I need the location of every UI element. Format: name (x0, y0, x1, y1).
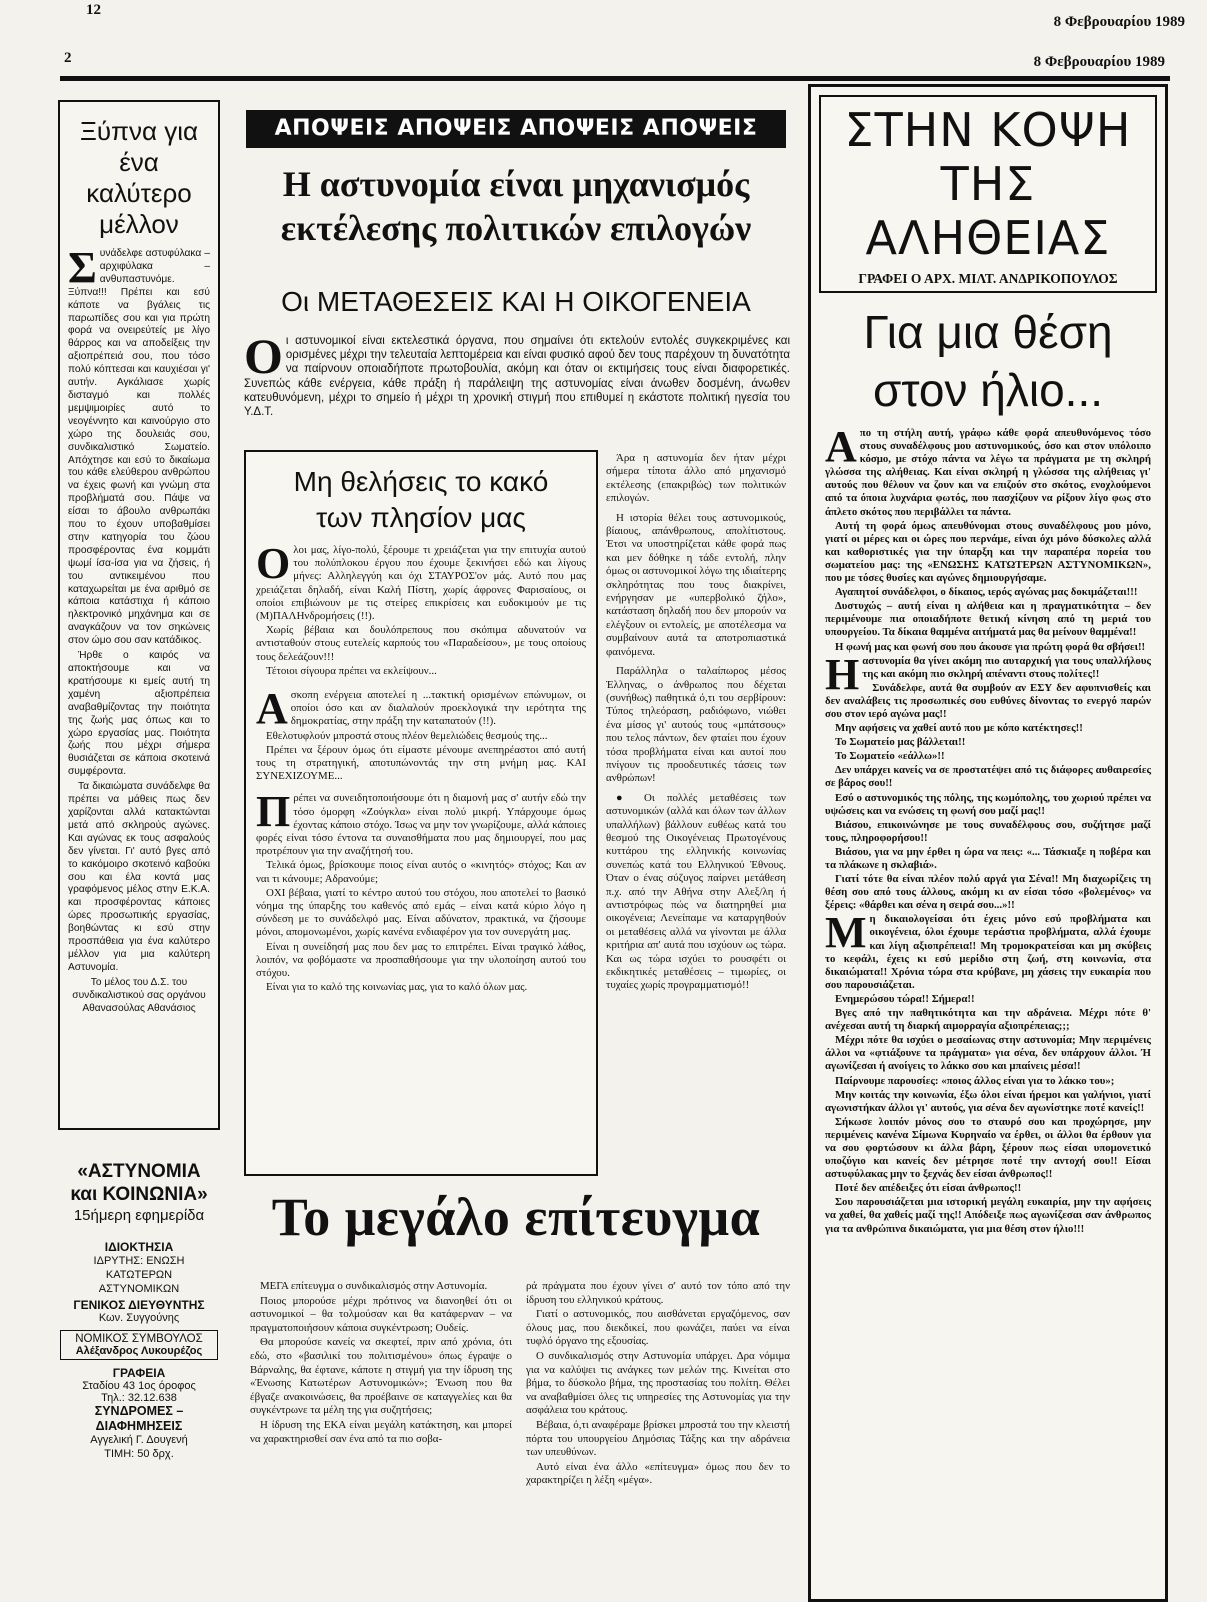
right-p8: Μην αφήσεις να χαθεί αυτό που με κόπο κατέκτησες!! (835, 722, 1083, 735)
bottom-col2-p5: Αυτό είναι ένα άλλο «επίτευγμα» όμως που δεν το χαρακτηρίζει η λέξη «μέγα». (526, 1460, 790, 1487)
masthead-legal-name: Αλέξανδρος Λυκουρέζος (75, 1345, 203, 1357)
bottom-col1-p4: Η ίδρυση της ΕΚΑ είναι μεγάλη κατάκτηση, και μπορεί να χαρακτηρισθεί σαν ένα από τα πιο σοβα- (250, 1418, 512, 1445)
masthead-name-1: «ΑΣΤΥΝΟΜΙΑ (77, 1161, 201, 1182)
masthead-founder-1: ΙΔΡΥΤΗΣ: ΕΝΩΣΗ (93, 1255, 185, 1267)
bottom-col1-p2: Ποιος μπορούσε μέχρι πρότινος να διανοηθεί ότι οι αστυνομικοί – θα τολμούσαν και θα κατάφερναν – να πραγματοποιήσουν κάποια συγκέντρωση; Ουδείς. (250, 1294, 512, 1334)
bottom-headline: Το μεγάλο επίτευγμα (271, 1187, 761, 1247)
masthead-offices-label: ΓΡΑΦΕΙΑ (112, 1366, 166, 1380)
center-lead (244, 334, 790, 440)
box-p8: Τελικά όμως, βρίσκουμε ποιος είναι αυτός ο «κινητός» στόχος; Και αν ναι τι κάνουμε; Αδρανούμε; (256, 859, 586, 885)
right-column-title-2: ΤΗΣ ΑΛΗΘΕΙΑΣ (865, 157, 1111, 265)
opinions-banner (246, 110, 786, 148)
box-p1: λοι μας, λίγο-πολύ, ξέρουμε τι χρειάζεται για την επιτυχία αυτού του πολύπλοκου έργου που έχουμε ξεκινήσει εδώ και λίγους μήνες: Αλληλεγγύη και όχι ΣΤΑΥΡΟΣ'ον μάς. Αυτό που μας χρειάζεται δηλαδή, είναι Καλή Πίστη, χωρίς άφρονες Φαρισαίους, οι οποίοι επιβιώνουν με τις στείρες επικρίσεις και ευδοκιμούν με τις (Μ)ΠΑΛΗνδρομήσεις (!!). (256, 544, 586, 623)
right-column-byline: ΓΡΑΦΕΙ Ο ΑΡΧ. ΜΙΛΤ. ΑΝΔΡΙΚΟΠΟΥΛΟΣ (858, 271, 1118, 286)
left-signature: Το μέλος του Δ.Σ. του συνδικαλιστικού σας οργάνου Αθανασούλας Αθανάσιος (72, 976, 206, 1014)
masthead-founder-3: ΑΣΤΥΝΟΜΙΚΩΝ (98, 1283, 180, 1295)
right-p20: Παίρνουμε παρουσίες: «ποιος άλλος είναι για το λάκκο του»; (835, 1074, 1115, 1087)
right-p16: η δικαιολογείσαι ότι έχεις μόνο εσύ προβλήματα και οικογένεια, όλοι έχουμε τεράστια προβλήματα, αλλά έχουμε και λίγη αξιοπρέπεια!! Μη τρομοκρατείσαι και μη σκύβεις το κεφάλι, έχεις κι εσύ μερίδιο στη ζωή, στη κοινωνία, στα δικαιώματα!! Χρόνια τώρα στα κρύβανε, μη χάσεις την ευκαιρία που σου παρουσιάζεται. (825, 913, 1151, 991)
bottom-col-1 (250, 1280, 512, 1580)
masthead-subs-name: Αγγελική Γ. Δουγενή (90, 1434, 188, 1446)
center-headline-1: Η αστυνομία είναι μηχανισμός (282, 164, 750, 204)
box-title-1: Μη θελήσεις το κακό (293, 466, 549, 497)
masthead (58, 1160, 220, 1460)
bottom-col2-p2: Γιατί ο αστυνομικός, που αισθάνεται εργαζόμενος, σαν όλους μας, που διεκδικεί, που φωνάζει, παύει να είναι τυφλό όργανο της εξουσίας. (526, 1308, 790, 1348)
box-p9: ΟΧΙ βέβαια, γιατί το κέντρο αυτού του στόχου, που αποτελεί το βασικό νόημα της ύπαρξης του καθενός από εμάς – είναι κατά κύριο λόγο η σύνδεση με το συνάδελφό μας. Είναι αδύνατον, πρακτικά, να ζήσουμε μόνοι, απομονωμένοι, χωρίς κανένα ενδιαφέρον για τον συνεργάτη μας. (256, 886, 586, 939)
center-right-p4: ● Οι πολλές μεταθέσεις των αστυνομικών (αλλά και όλων των άλλων υπαλλήλων) βάλλουν ευθέως κατά του θεσμού της Οικογένειας Πρωτογένους κυττάρου της ελληνικής κοινωνίας συνεπώς κατά του Ελληνικού Έθνους. Όταν ο ένας σύζυγος παίρνει μετάθεση π.χ. από την Αθήνα στην Αλεξ/λη ή αντιστρόφως πώς να διατηρηθεί μια οικογένεια; Λενείπαμε να καταργηθούν οι μεταθέσεις αλλά να γίνονται με άλλα κριτήρια απ' αυτά που ισχύουν ως τώρα. Και ως τώρα ισχύει το ρουσφέτι οι εκδικητικές μεταθέσεις – τιμωρίες, οι τυχαίες χωρίς προγραμματισμό!! (606, 791, 786, 992)
box-p4: σκοπη ενέργεια αποτελεί η ...τακτική ορισμένων επώνυμων, οι οποίοι όσο και αν διαλαλούν προεκλογικά την ιερότητα της δημοκρατίας, στην πράξη την καταπατούν (!!). (290, 689, 586, 728)
box-article (244, 450, 598, 1176)
masthead-ownership: ΙΔΙΟΚΤΗΣΙΑ (104, 1240, 174, 1254)
right-p3: Αγαπητοί συνάδελφοι, ο δίκαιος, ιερός αγώνας μας δοκιμάζεται!!! (835, 586, 1138, 599)
right-p21: Μην κοιτάς την κοινωνία, έξω όλοι είναι ήρεμοι και γαλήνιοι, γιατί αγωνιστήκαν άλλοι γι' αυτούς, για σένα δεν αγωνίστηκε ποτέ κανείς!! (825, 1088, 1151, 1114)
masthead-founder-2: ΚΑΤΩΤΕΡΩΝ (105, 1269, 173, 1281)
center-right-p2: Η ιστορία θέλει τους αστυνομικούς, βίαιους, απάνθρωπους, απολίτιστους. Έτσι να υποστηρίζεται κάθε φορά πως και μεν δόθηκε η τάδε εντολή, πλην όμως οι αστυνομικοί λόγω της ιδιαίτερης σκληρότητας που τους διακρίνει, ενήργησαν με «υπερβολικό ζήλο», κατάσταση δηλαδή που δεν μπορούν να ελέγξουν οι εντολείς, με αποτέλεσμα να συμβαίνουν αυτά τα αποτροπιαστικά φαινόμενα. (606, 511, 786, 658)
center-right-column (606, 452, 786, 1174)
center-subhead: Οι ΜΕΤΑΘΕΣΕΙΣ ΚΑΙ Η ΟΙΚΟΓΕΝΕΙΑ (281, 286, 751, 317)
right-p11: Δεν υπάρχει κανείς να σε προστατέψει από τις διάφορες αυθαιρεσίες σε βάρος σου!! (825, 764, 1151, 790)
masthead-subs-1: ΣΥΝΔΡΟΜΕΣ – (94, 1404, 184, 1418)
opinions-banner-text: ΑΠΟΨΕΙΣ ΑΠΟΨΕΙΣ ΑΠΟΨΕΙΣ ΑΠΟΨΕΙΣ (274, 116, 758, 141)
right-p6: αστυνομία θα γίνει ακόμη πιο αυταρχική για τους υπαλλήλους της και ακόμη πιο σκληρή απέναντι στους πολίτες!! (862, 654, 1151, 680)
center-headline (236, 162, 796, 250)
right-p4: Δυστυχώς – αυτή είναι η αλήθεια και η πραγματικότητα – δεν περιμένουμε πια οποιαδήποτε θετική κίνηση από τη μεριά του υπουργείου. Τα δίκαια θαμμένα αιτήματά μας θα μείνουν θαμμένα!! (825, 600, 1151, 639)
right-dropcap-2: Η (825, 649, 860, 699)
right-dropcap-3: Μ (825, 908, 867, 958)
left-opinion-box (58, 100, 220, 1130)
masthead-address: Σταδίου 43 1ος όροφος (82, 1380, 196, 1392)
right-column-header (819, 95, 1157, 293)
top-rule (60, 76, 1170, 81)
right-column-title-1: ΣΤΗΝ ΚΟΨΗ (844, 103, 1132, 157)
right-p19: Μέχρι πότε θα ισχύει ο μεσαίωνας στην αστυνομία; Μην περιμένεις άλλοι να «φτιάξουνε τα πράγματα» για σένα, δεν υπάρχουν άλλοι. Ή αγωνίζεσαι ή ανοίγεις το λάκκο σου και μπαίνεις μέσα!! (825, 1034, 1151, 1073)
bottom-col1-p1: ΜΕΓΑ επίτευγμα ο συνδικαλισμός στην Αστυνομία. (260, 1280, 488, 1292)
right-p10: Το Σωματείο «εάλλω»!! (835, 750, 945, 763)
outer-page-number: 12 (86, 2, 101, 18)
box-p10: Είναι η συνείδησή μας που δεν μας το επιτρέπει. Είναι τραγικό λάθος, λοιπόν, να φοβόμαστε να προσπαθήσουμε για την υλοποίηση αυτού του στόχου. (256, 940, 586, 980)
box-dropcap-2: Α (256, 684, 288, 734)
right-p14: Βιάσου, για να μην έρθει η ώρα να πεις: «... Τάσκιαξε η ποβέρα και τα πλάκωνε η σκλαβιά». (825, 845, 1151, 871)
left-p2: Ήρθε ο καιρός να αποκτήσουμε και να κρατήσουμε κι εμείς αυτή τη χαμένη αξιοπρέπεια αναβαθμίζοντας την ποιότητα της ζωής μας όπως και το χώρο εργασίας μας. Ποιότητα ζωής που μέχρι σήμερα θυσιάζεται σε κάποια σκοτεινά συμφέροντα. (68, 650, 210, 778)
right-p24: Σου παρουσιάζεται μια ιστορική μεγάλη ευκαιρία, μην την αφήσεις να χαθεί, θα χαθείς μαζί της!! Απόδειξε πως αγωνίζεσαι σαν άνθρωπος για τα ανθρώπινα δικαιώματα, για μια θέση στον ήλιο!!! (825, 1196, 1151, 1235)
box-dropcap-3: Π (256, 787, 291, 837)
box-p2: Χωρίς βέβαια και δουλόπρεπους που σκόπιμα αδυνατούν να αντισταθούν στους ευτελείς καρπούς του «Παραδείσου», με τους οποίους τους δελεάζουν!!! (256, 624, 586, 663)
box-body (246, 536, 596, 1164)
right-p15: Γιατί τότε θα είναι πλέον πολύ αργά για Σένα!! Μη διαχωρίζεις τη θέση σου από τους άλλους, ακόμη κι αν είσαι τόσο «βολεμένος» να ξέρεις: «θάρθει και σένα η σειρά σου...»!! (825, 873, 1151, 912)
left-body (60, 248, 218, 1148)
box-title-2: των πλησίον μας (316, 502, 526, 533)
box-dropcap-1: Ο (256, 539, 291, 588)
left-p1: υνάδελφε αστυφύλακα – αρχιφύλακα – ανθυπαστυνόμε. Ξύπνα!!! Πρέπει και εσύ κάποτε να βγάλεις τις παρωπίδες σου και για πρώτη φορά να ονειρεύτείς με λίγο θάρρος και να αποδείξεις την αξιοπρέπειά σου, που τόσο πολύ κόπτεσαι και καυχιέσαι γι' αυτήν. Αγκάλιασε χωρίς δισταγμό και πολλές μεμψιμοιρίες αυτό το νεογέννητο και καινούργιο στο χώρο της δουλειάς σου, συνδικαλιστικό Σωματείο. Απόχτησε και εσύ το δικαίωμα του κάθε ελεύθερου ανθρώπου να έχεις φωνή και γνώμη στα προβλήματά σου. Πάψε να είσαι το άβουλο ανθρωπάκι που το έχουν υποβαθμίσει στην κατηγορία του ζώου προσφέροντας ένα κομμάτι ψωμί ίσα-ίσα για να ζήσεις, ή του αντικειμένου που καταχωρείται με ένα αριθμό σε κάποια κατάστιχα ή κάποιο ηλεκτρονικό μηχάνημα και σε αναγκάζουν να τον σηκώνεις στον ώμο σου σαν κατάδικος. (68, 248, 210, 647)
box-p5: Εθελοτυφλούν μπροστά στους πλέον θεμελιώδεις θεσμούς της... (266, 729, 548, 742)
right-p9: Το Σωματείο μας βάλλεται!! (835, 736, 966, 749)
right-column-box (808, 84, 1168, 1602)
masthead-director-label: ΓΕΝΙΚΟΣ ΔΙΕΥΘΥΝΤΗΣ (73, 1298, 205, 1312)
bottom-col2-p4: Βέβαια, ό,τι αναφέραμε βρίσκει μπροστά του την κλειστή πόρτα του υπουργείου Δημόσιας Τάξης και την αδράνεια των υπευθύνων. (526, 1418, 790, 1459)
right-body (811, 419, 1165, 1537)
right-p17: Ενημερώσου τώρα!! Σήμερα!! (835, 992, 975, 1005)
masthead-frequency: 15ήμερη εφημερίδα (73, 1207, 205, 1224)
page-number: 2 (64, 50, 72, 66)
legal-box (60, 1330, 218, 1360)
masthead-legal-label: ΝΟΜΙΚΟΣ ΣΥΜΒΟΥΛΟΣ (75, 1333, 203, 1345)
masthead-director-name: Κων. Συγγούνης (98, 1312, 180, 1324)
center-lead-text: ι αστυνομικοί είναι εκτελεστικά όργανα, που σημαίνει ότι εκτελούν εντολές συγκεκριμένες και ορισμένες μέχρι την τελευταία λεπτομέρεια και είναι φυσικό αφού δεν τους παρέχουν τη δυνατότητα να παίρνουν οποιαδήποτε πρωτοβουλία, ακόμη και όταν οι εκτιμήσεις τους είναι διαφορετικές. Συνεπώς κάθε ενέργεια, κάθε πράξη ή παράλειψη της αστυνομίας είναι άνωθεν δοσμένη, άνωθεν κατευθυνόμενη, μέχρι το σημείο ή μέχρι τη χρονική στιγμή που επιθυμεί η εκάστοτε πολιτική ηγεσία του Υ.Δ.Τ. (244, 335, 790, 419)
right-headline-1: Για μια θέση (863, 306, 1113, 358)
right-p22: Σήκωσε λοιπόν μόνος σου το σταυρό σου και προχώρησε, μην περιμένεις κανένα Σίμωνα Κυρηναίο να έρθει, οι άλλοι θα έρθουν για να σου φορτώσουν κι άλλα βάρη, ξέρουν πως είσαι υπομονετικό υποζύγιο και κανείς δεν μέτρησε ποτέ την αντοχή σου!! Είσαι αστυφύλακας μην το ξεχνάς δεν είσαι άνθρωπος!! (825, 1115, 1151, 1181)
center-headline-2: εκτέλεσης πολιτικών επιλογών (280, 208, 752, 248)
bottom-col1-p3: Θα μπορούσε κανείς να σκεφτεί, πριν από χρόνια, ότι εδώ, στο «βασιλικί του πολιτισμένου» όπως έγραψε ο Βάρναλης, θα έφτανε, κάποτε η στιγμή για την ίδρυση της «Ένωσης Κατωτέρων Αστυνομικών»; Ένωση που θα έβγαζε ανακοινώσεις, θα προέβαινε σε καταγγελίες και θα συγκέντρωνε τα μέλη της για συζητήσεις; (250, 1336, 512, 1417)
box-p3: Τέτοιοι σίγουρα πρέπει να εκλείψουν... (266, 664, 437, 677)
box-p7: ρέπει να συνειδητοποιήσουμε ότι η διαμονή μας σ' αυτήν εδώ την τόσο όμορφη «Ζούγκλα» είναι πολύ μικρή. Υπάρχουμε όμως έχοντας κάποιο στόχο. Ίσως να μην τον γνωρίζουμε, αλλά κάποιες φορές είναι τόσο έντονα τα συναισθήματα που μας δημιουργεί, που μας προτρέπουν για την αναζήτησή του. (256, 792, 586, 858)
right-p18: Βγες από την παθητικότητα και την αδράνεια. Μέχρι πότε θ' ανέχεσαι αυτή τη διαρκή αιμορραγία αξιοπρέπειας;;; (825, 1007, 1151, 1033)
box-p6: Πρέπει να ξέρουν όμως ότι είμαστε μένουμε ανεπηρέαστοι από αυτή τους τη στρατηγική, αποτυπώνοντάς την στη μνήμη μας. ΚΑΙ ΣΥΝΕΧΙΖΟΥΜΕ... (256, 743, 586, 783)
left-p3: Τα δικαιώματα συνάδελφε θα πρέπει να μάθεις πως δεν χαρίζονται αλλά κατακτώνται μετά από σκληρούς αγώνες. Και αγώνας εκ τους ασφαλούς δεν γίνεται. Γι' αυτό βγες από το κακόμοιρο σκοτεινό καβούκι σου και έλα κοντά μας γραφόμενος μέλος στην Ε.Κ.Α. και προσφέροντας κάποιες ώρες προσωπικής εργασίας, βοηθώντας κι εσύ στην προσπάθεια για ένα καλύτερο μέλλον για μια καλύτερη Αστυνομία. (68, 781, 210, 973)
page-date: 8 Φεβρουαρίου 1989 (1033, 54, 1165, 70)
right-p5: Η φωνή μας και φωνή σου που άκουσε για πρώτη φορά θα σβήσει!! (835, 640, 1146, 653)
masthead-price: ΤΙΜΗ: 50 δρχ. (104, 1448, 174, 1460)
bottom-col-2 (526, 1280, 790, 1580)
center-right-p1: Άρα η αστυνομία δεν ήταν μέχρι σήμερα τίποτα άλλο από μηχανισμό εκτέλεσης (επακριβώς) των πολιτικών επιλογών. (606, 452, 786, 505)
masthead-name-2: και ΚΟΙΝΩΝΙΑ» (70, 1184, 208, 1205)
left-title: Ξύπνα για ένα καλύτερο μέλλον (79, 116, 199, 239)
bottom-col2-p1: ρά πράγματα που έχουν γίνει σ' αυτό τον τόπο από την ίδρυση του ελληνικού κράτους. (526, 1280, 790, 1306)
right-headline-2: στον ήλιο... (873, 364, 1103, 416)
right-p23: Ποτέ δεν απέδειξες ότι είσαι άνθρωπος!! (835, 1182, 1022, 1195)
masthead-subs-2: ΔΙΑΦΗΜΗΣΕΙΣ (95, 1419, 183, 1433)
masthead-phone: Τηλ.: 32.12.638 (101, 1392, 177, 1404)
bottom-col2-p3: Ο συνδικαλισμός στην Αστυνομία υπάρχει. Δρα νόμιμα για να καλύψει τις ανάγκες των μελών της. Κινείται στο βήμα, το δύσκολο βήμα, της προστασίας του πολίτη. Θέλει να αναβαθμίσει όλες τις υπηρεσίες της Αστυνομίας για την ασφάλεια του κράτους. (526, 1349, 790, 1417)
right-dropcap-1: Α (825, 422, 857, 471)
right-p12: Εσύ ο αστυνομικός της πόλης, της κωμόπολης, του χωριού πρέπει να υψώσεις και να ενώσεις τη φωνή σου μαζί μας!! (825, 791, 1151, 817)
center-right-p3: Παράλληλα ο ταλαίπωρος μέσος Έλληνας, ο άνθρωπος που δέχεται (συνήθως) παθητικά ό,τι του σερβίρουν: Τύπος τηλεόραση, ραδιόφωνο, νιώθει ένα μίσος γι' αυτούς τους «μπάτσους» που τελος πάντων, δεν φταίει που έχουν τόσα προβλήματα είναι και αυτοί που πνίγουν τις προοδευτικές τάσεις των ανθρώπων! (606, 665, 786, 785)
center-lead-dropcap: Ο (244, 334, 283, 384)
right-p1: πο τη στήλη αυτή, γράφω κάθε φορά απευθυνόμενος τόσο στους συναδέλφους μου αστυνομικούς, όσο και στον υπόλοιπο κόσμο, με στόχο πάντα να λέγω τα πράγματα με τη σκληρή γλώσσα της αλήθειας. Και είναι σκληρή η γλώσσα της αλήθειας γι' αυτούς που θέλουν να ζουν και να επιζούν στο σκότος, ενοχλούμενοι από τα όποια λυχνάρια φωτός, που πασχίζουν να ρίξουν λίγο φως στο άπλετο σκότος που περιβάλλει τα πάντα. (825, 427, 1151, 518)
right-p13: Βιάσου, επικοινώνησε με τους συναδέλφους σου, συζήτησε μαζί τους, πληροφορήσου!! (825, 818, 1151, 844)
left-dropcap: Σ (68, 248, 97, 292)
right-p7: Συνάδελφε, αυτά θα συμβούν αν ΕΣΥ δεν αφυπνισθείς και δεν αναλάβεις τις προσωπικές σου ευθύνες δίνοντας το ενεργό παρών σου στον ιερό αγώνα μας!! (825, 681, 1151, 720)
right-p2: Αυτή τη φορά όμως απευθύνομαι στους συναδέλφους μου μόνο, γιατί οι μέρες και οι ώρες που περνάμε, είναι όχι μόνο δύσκολες αλλά και καθοριστικές για την ύπαρξη και την παραπέρα πορεία του σωματείου μας: της «ΕΝΩΣΗΣ ΚΑΤΩΤΕΡΩΝ ΑΣΤΥΝΟΜΙΚΩΝ», που με τόσες θυσίες και αγώνες δημιουργήσαμε. (825, 519, 1151, 585)
box-p11: Είναι για το καλό της κοινωνίας μας, για το καλό όλων μας. (266, 981, 528, 994)
outer-date: 8 Φεβρουαρίου 1989 (1053, 14, 1185, 30)
